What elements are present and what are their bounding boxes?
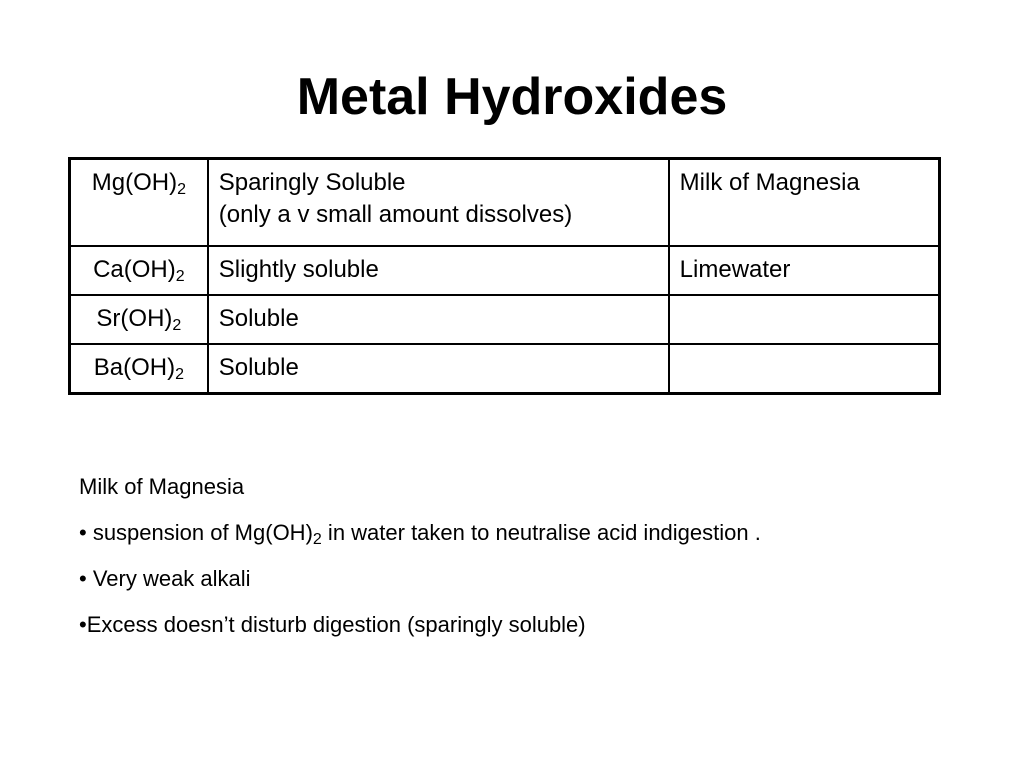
use-cell: Limewater: [669, 246, 940, 295]
solubility-note: (only a v small amount dissolves): [218, 201, 573, 228]
notes-heading: Milk of Magnesia: [79, 474, 245, 499]
solubility-text: Slightly soluble: [218, 256, 379, 283]
formula-subscript: 2: [172, 317, 182, 334]
formula-cell: [70, 246, 208, 295]
formula-text: Mg(OH): [91, 169, 178, 196]
solubility-cell: [208, 344, 669, 394]
solubility-text: Sparingly Soluble: [218, 169, 406, 196]
formula-subscript: 2: [175, 268, 185, 285]
bullet-subscript: 2: [312, 531, 322, 548]
formula-text: Ca(OH): [93, 256, 176, 283]
bullet-text-continued: in water taken to neutralise acid indigestion .: [321, 520, 761, 545]
formula-cell: [70, 295, 208, 344]
notes-bullet-excess: •Excess doesn’t disturb digestion (sparingly soluble): [79, 612, 586, 637]
solubility-cell: [208, 159, 669, 247]
formula-text: Ba(OH): [93, 354, 176, 381]
hydroxides-table: [68, 157, 941, 395]
slide-title: Metal Hydroxides: [296, 68, 728, 126]
table-row: [70, 295, 940, 344]
table-row: [70, 344, 940, 394]
solubility-text: Soluble: [218, 305, 299, 332]
solubility-cell: [208, 295, 669, 344]
formula-cell: [70, 159, 208, 247]
formula-cell: [70, 344, 208, 394]
formula-subscript: 2: [175, 366, 184, 383]
use-cell: [669, 344, 940, 394]
table-row: [70, 159, 940, 247]
notes-block: [79, 472, 979, 656]
use-cell: Milk of Magnesia: [669, 159, 940, 247]
table-row: [70, 246, 940, 295]
solubility-text: Soluble: [218, 354, 299, 381]
bullet-text: • suspension of Mg(OH): [79, 520, 313, 545]
solubility-cell: [208, 246, 669, 295]
use-cell: [669, 295, 940, 344]
formula-text: Sr(OH): [96, 305, 173, 332]
notes-bullet-suspension: [79, 518, 979, 564]
formula-subscript: 2: [177, 181, 186, 198]
notes-bullet-weak-alkali: • Very weak alkali: [79, 566, 251, 591]
